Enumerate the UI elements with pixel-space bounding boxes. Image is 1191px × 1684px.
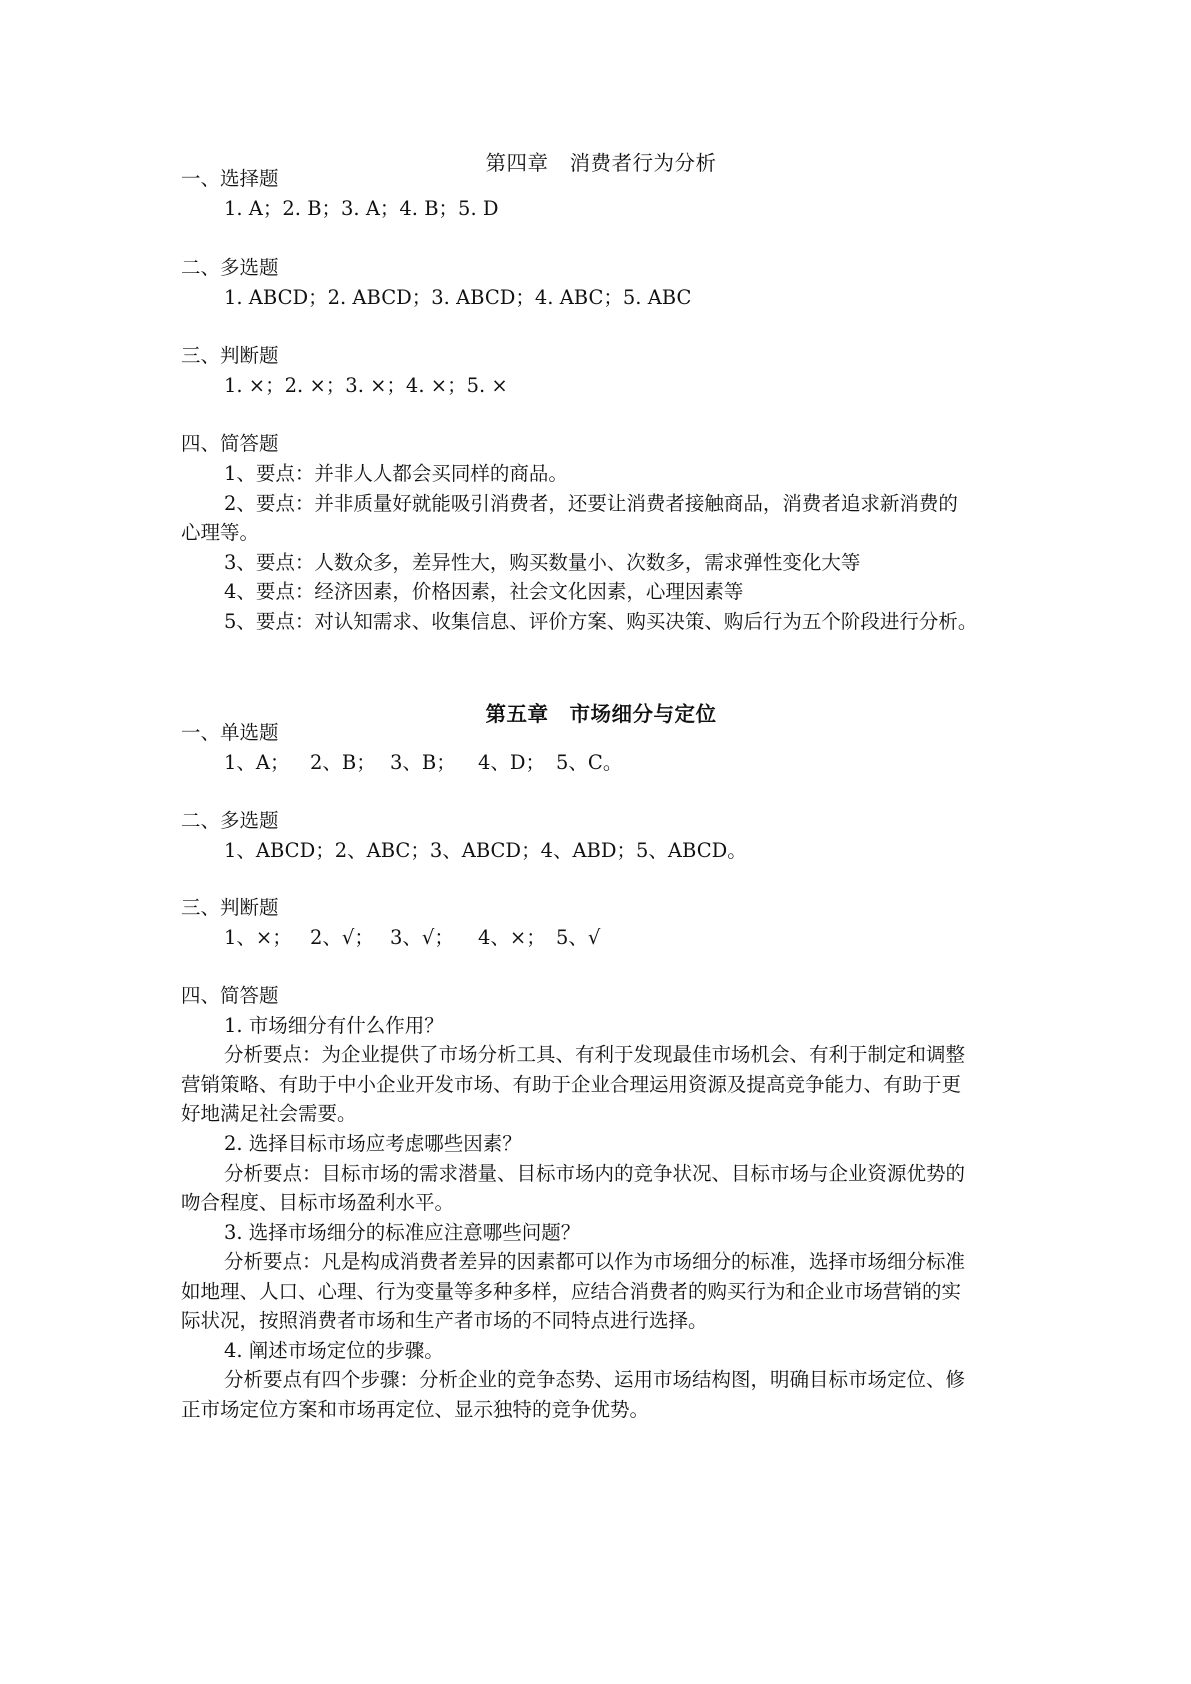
ch4-answer-5: 5、要点：对认知需求、收集信息、评价方案、购买决策、购后行为五个阶段进行分析。 — [224, 610, 978, 633]
ch5-question-3: 3. 选择市场细分的标准应注意哪些问题？ — [224, 1221, 581, 1244]
ch4-answer-2: 2、要点：并非质量好就能吸引消费者，还要让消费者接触商品，消费者追求新消费的 — [224, 492, 958, 515]
ch5-s3-answer-5: 5、√ — [556, 926, 601, 949]
ch4-section-3-title: 三、判断题 — [181, 344, 279, 367]
ch5-section-1-answers — [224, 748, 622, 778]
ch5-section-3-title: 三、判断题 — [181, 896, 279, 919]
ch5-s3-answer-2: 2、√； — [310, 926, 374, 949]
ch5-q1-answer-line-1: 分析要点：为企业提供了市场分析工具、有利于发现最佳市场机会、有利于制定和调整 — [224, 1043, 966, 1066]
ch4-section-1-answers: 1. A；2. B；3. A；4. B；5. D — [224, 197, 499, 220]
ch5-s1-answer-2: 2、B； — [310, 751, 376, 774]
ch5-q1-answer-line-2: 营销策略、有助于中小企业开发市场、有助于企业合理运用资源及提高竞争能力、有助于更 — [181, 1073, 962, 1096]
ch4-section-2-answers: 1. ABCD；2. ABCD；3. ABCD；4. ABC；5. ABC — [224, 286, 692, 309]
ch4-section-1-title: 一、选择题 — [181, 167, 279, 190]
ch5-q2-answer-line-1: 分析要点：目标市场的需求潜量、目标市场内的竞争状况、目标市场与企业资源优势的 — [224, 1162, 966, 1185]
ch5-question-1: 1. 市场细分有什么作用？ — [224, 1014, 444, 1037]
ch5-s1-answer-4: 4、D； — [478, 751, 546, 774]
ch4-answer-2-cont: 心理等。 — [181, 521, 260, 544]
ch4-section-3-answers: 1. ×；2. ×；3. ×；4. ×；5. × — [224, 374, 508, 397]
ch5-q4-answer-line-2: 正市场定位方案和市场再定位、显示独特的竞争优势。 — [181, 1398, 650, 1421]
ch5-section-4-title: 四、简答题 — [181, 984, 279, 1007]
ch5-s1-answer-5: 5、C。 — [556, 751, 623, 774]
ch5-q2-answer-line-2: 吻合程度、目标市场盈利水平。 — [181, 1191, 455, 1214]
ch4-answer-4: 4、要点：经济因素，价格因素，社会文化因素，心理因素等 — [224, 580, 744, 603]
ch5-section-2-title: 二、多选题 — [181, 809, 279, 832]
chapter-4-title: 第四章 消费者行为分析 — [485, 151, 717, 175]
ch5-section-1-title: 一、单选题 — [181, 721, 279, 744]
ch5-q3-answer-line-3: 际状况，按照消费者市场和生产者市场的不同特点进行选择。 — [181, 1309, 708, 1332]
ch5-q1-answer-line-3: 好地满足社会需要。 — [181, 1102, 357, 1125]
ch5-question-4: 4. 阐述市场定位的步骤。 — [224, 1339, 444, 1362]
ch4-answer-3: 3、要点：人数众多，差异性大，购买数量小、次数多，需求弹性变化大等 — [224, 551, 861, 574]
ch5-s1-answer-3: 3、B； — [390, 751, 456, 774]
ch5-section-3-answers — [224, 923, 600, 953]
ch5-s3-answer-3: 3、√； — [390, 926, 454, 949]
ch5-s3-answer-1: 1、×； — [224, 926, 292, 949]
ch5-q3-answer-line-2: 如地理、人口、心理、行为变量等多种多样，应结合消费者的购买行为和企业市场营销的实 — [181, 1280, 962, 1303]
ch5-s1-answer-1: 1、A； — [224, 751, 290, 774]
ch4-answer-1: 1、要点：并非人人都会买同样的商品。 — [224, 462, 568, 485]
ch5-q3-answer-line-1: 分析要点：凡是构成消费者差异的因素都可以作为市场细分的标准，选择市场细分标准 — [224, 1250, 966, 1273]
ch5-q4-answer-line-1: 分析要点有四个步骤：分析企业的竞争态势、运用市场结构图，明确目标市场定位、修 — [224, 1368, 966, 1391]
ch5-s3-answer-4: 4、×； — [478, 926, 546, 949]
ch5-question-2: 2. 选择目标市场应考虑哪些因素？ — [224, 1132, 522, 1155]
ch4-section-2-title: 二、多选题 — [181, 256, 279, 279]
ch5-section-2-answers: 1、ABCD；2、ABC；3、ABCD；4、ABD；5、ABCD。 — [224, 839, 747, 862]
chapter-5-title: 第五章 市场细分与定位 — [485, 702, 717, 726]
ch4-section-4-title: 四、简答题 — [181, 432, 279, 455]
